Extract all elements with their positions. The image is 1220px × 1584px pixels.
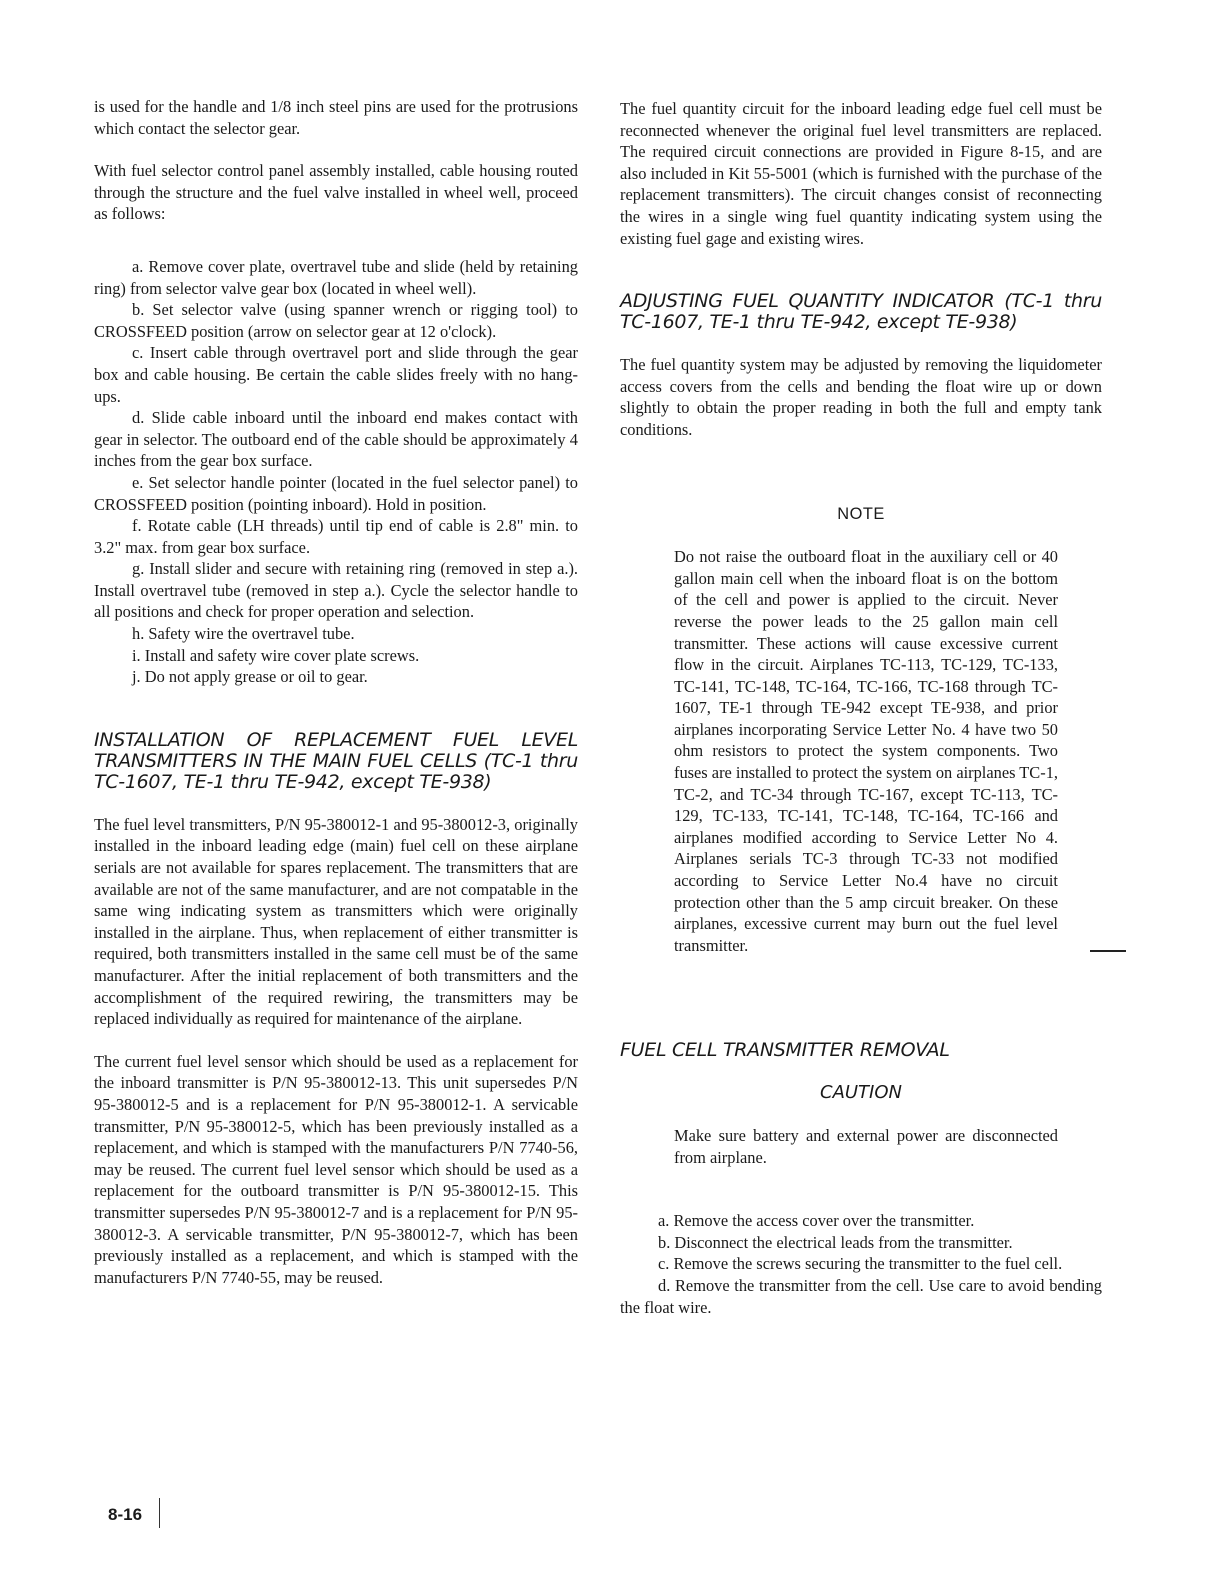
heading-removal: FUEL CELL TRANSMITTER REMOVAL [620, 1039, 950, 1062]
removal-step-a: a. Remove the access cover over the transmitter. [658, 1211, 975, 1231]
note-text: Do not raise the outboard float in the auxiliary cell or 40 gallon main cell when the inboard float is on the bottom of the cell and power is applied to the circuit. Never reverse the power leads to the 25 gallon main cell transmitter. These actions will cause excessive current flow in the circuit. Airplanes TC-113, TC-129, TC-133, TC-141, TC-148, TC-164, TC-166, TC-168 through TC-1607, TE-1 through TE-942 except TE-938, and prior airplanes incorporating Service Letter No. 4 have two 50 ohm resistors to protect the system components. Two fuses are installed to protect the system on airplanes TC-1, TC-2, and TC-34 through TC-167, except TC-113, TC-129, TC-133, TC-141, TC-148, TC-164, TC-166 and airplanes modified according to Service Letter No 4. Airplanes serials TC-3 through TC-33 not modified according to Service Letter No.4 have no circuit protection other than the 5 amp circuit breaker. On these airplanes, excessive current may burn out the fuel level transmitter. [674, 547, 1058, 955]
step-c: c. Insert cable through overtravel port and slide through the gear box and cable housing. Be certain the cable slides freely with no hang-ups. [94, 343, 578, 406]
step-g: g. Install slider and secure with retaining ring (removed in step a.). Install overtravel tube (removed in step a.). Cycle the selector handle to all positions and check for proper operation and selection. [94, 559, 578, 622]
step-a: a. Remove cover plate, overtravel tube and slide (held by retaining ring) from selector valve gear box (located in wheel well). [94, 256, 578, 298]
step-h: h. Safety wire the overtravel tube. [132, 624, 355, 644]
installation-paragraph-2: The current fuel level sensor which should be used as a replacement for the inboard transmitter is P/N 95-380012-13. This unit supersedes P/N 95-380012-5 and is a replacement for P/N 95-380012-1. A servicable transmitter, P/N 95-380012-5, which has been previously installed as a replacement, and which is stamped with the manufacturers P/N 7740-56, may be reused. The current fuel level sensor which should be used as a replacement for the outboard transmitter is P/N 95-380012-15. This transmitter supersedes P/N 95-380012-7 and is a replacement for P/N 95-380012-3. A servicable transmitter, P/N 95-380012-7, which has been previously installed as a replacement, and which is stamped with the manufacturers P/N 7740-55, may be reused. [94, 1051, 578, 1287]
intro-paragraph: is used for the handle and 1/8 inch steel pins are used for the protrusions which contact the selector gear. [94, 97, 578, 138]
removal-step-c: c. Remove the screws securing the transmitter to the fuel cell. [658, 1254, 1063, 1274]
step-i: i. Install and safety wire cover plate screws. [132, 645, 420, 665]
right-column [620, 98, 1102, 1318]
circuit-paragraph: The fuel quantity circuit for the inboard leading edge fuel cell must be reconnected whenever the original fuel level transmitters are replaced. The required circuit connections are provided in Figure 8-15, and are also included in Kit 55-5001 (which is furnished with the purchase of the replacement transmitters). The circuit changes consist of reconnecting the wires in a single wing fuel quantity indicating system using the existing fuel gage and existing wires. [620, 99, 1102, 248]
step-e: e. Set selector handle pointer (located in the fuel selector panel) to CROSSFEED position (pointing inboard). Hold in position. [94, 472, 578, 514]
removal-step-b: b. Disconnect the electrical leads from the transmitter. [658, 1232, 1013, 1252]
step-b: b. Set selector valve (using spanner wrench or rigging tool) to CROSSFEED position (arrow on selector gear at 12 o'clock). [94, 300, 578, 341]
step-f: f. Rotate cable (LH threads) until tip end of cable is 2.8" min. to 3.2" max. from gear box surface. [94, 516, 578, 557]
page-number-divider [159, 1498, 160, 1528]
page-number: 8-16 [108, 1505, 143, 1524]
removal-step-d: d. Remove the transmitter from the cell. Use care to avoid bending the float wire. [620, 1275, 1102, 1317]
installation-paragraph-1: The fuel level transmitters, P/N 95-380012-1 and 95-380012-3, originally installed in the inboard leading edge (main) fuel cell on these airplane serials are not available for spares replacement. The transmitters that are available are not of the same manufacturer, and are not compatable in the same wing indicating system as transmitters which were originally installed in the airplane. Thus, when replacement of either transmitter is required, both transmitters installed in the same cell must be of the same manufacturer. After the initial replacement of both transmitters and the accomplishment of the required rewiring, the transmitters may be replaced individually as required for maintenance of the airplane. [94, 814, 578, 1029]
step-d: d. Slide cable inboard until the inboard end makes contact with gear in selector. The outboard end of the cable should be approximately 4 inches from the gear box surface. [94, 408, 578, 471]
proceed-paragraph: With fuel selector control panel assembly installed, cable housing routed through the structure and the fuel valve installed in wheel well, proceed as follows: [94, 161, 578, 224]
caution-text: Make sure battery and external power are disconnected from airplane. [674, 1126, 1058, 1167]
caution-title: CAUTION [820, 1082, 902, 1104]
left-column [94, 96, 578, 1288]
margin-change-mark [1090, 950, 1126, 952]
adjusting-paragraph: The fuel quantity system may be adjusted by removing the liquidometer access covers from the cells and bending the float wire up or down slightly to obtain the proper reading in both the full and empty tank conditions. [620, 355, 1102, 439]
note-title: NOTE [837, 504, 885, 523]
heading-installation: INSTALLATION OF REPLACEMENT FUEL LEVEL TRANSMITTERS IN THE MAIN FUEL CELLS (TC-1 thru TC-1607, TE-1 thru TE-942, except TE-938) [94, 728, 578, 793]
heading-adjusting: ADJUSTING FUEL QUANTITY INDICATOR (TC-1 thru TC-1607, TE-1 thru TE-942, except TE-938) [620, 290, 1102, 334]
step-j: j. Do not apply grease or oil to gear. [132, 667, 368, 687]
